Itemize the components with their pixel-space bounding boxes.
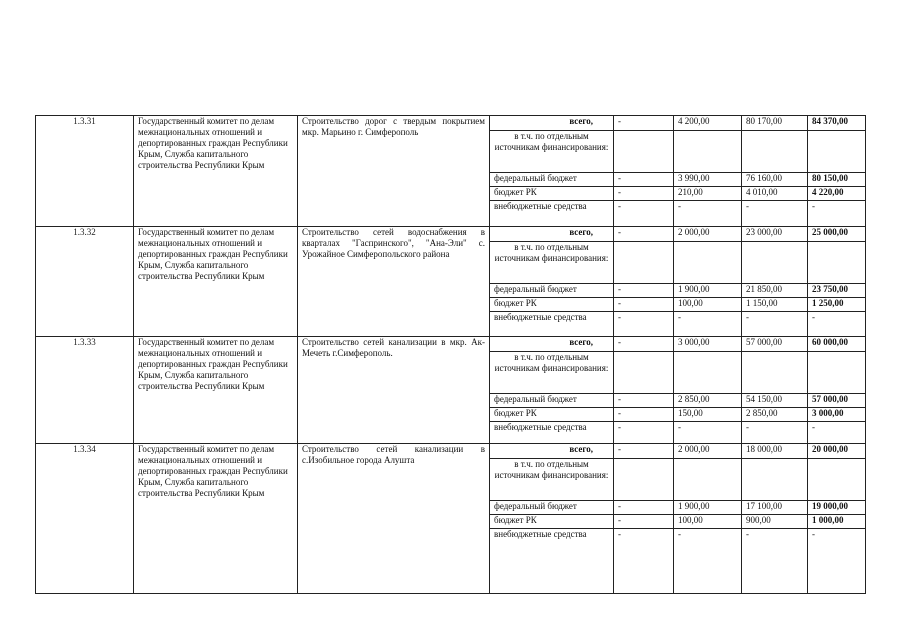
sum-cell: 57 000,00 (808, 394, 866, 408)
value-cell (808, 352, 866, 394)
value-cell: 1 900,00 (674, 501, 742, 515)
value-cell: 100,00 (674, 298, 742, 312)
source-label: в т.ч. по отдельным источникам финансирования: (490, 242, 614, 284)
value-cell: - (742, 529, 808, 594)
value-cell: 76 160,00 (742, 173, 808, 187)
project-cell: Строительство сетей канализации в с.Изобильное города Алушта (298, 444, 490, 594)
value-cell (614, 459, 674, 501)
source-label: бюджет РК (490, 408, 614, 422)
sum-cell: - (808, 312, 866, 337)
sum-cell: 80 150,00 (808, 173, 866, 187)
value-cell: - (614, 408, 674, 422)
value-cell: 17 100,00 (742, 501, 808, 515)
value-cell: 2 850,00 (674, 394, 742, 408)
table-row (36, 337, 866, 352)
value-cell (742, 131, 808, 173)
source-label: всего, (490, 444, 614, 459)
value-cell (742, 242, 808, 284)
value-cell: 4 010,00 (742, 187, 808, 201)
value-cell (742, 352, 808, 394)
source-label: всего, (490, 227, 614, 242)
source-label: бюджет РК (490, 515, 614, 529)
value-cell: - (614, 422, 674, 444)
value-cell (614, 242, 674, 284)
sum-cell: 1 250,00 (808, 298, 866, 312)
table-row (36, 444, 866, 459)
source-label: внебюджетные средства (490, 422, 614, 444)
value-cell: 2 000,00 (674, 444, 742, 459)
sum-cell: 23 750,00 (808, 284, 866, 298)
sum-cell: 3 000,00 (808, 408, 866, 422)
project-cell: Строительство дорог с твердым покрытием мкр. Марьино г. Симферополь (298, 116, 490, 227)
source-label: всего, (490, 337, 614, 352)
value-cell: - (614, 529, 674, 594)
source-label: внебюджетные средства (490, 201, 614, 227)
value-cell: 2 000,00 (674, 227, 742, 242)
source-label: бюджет РК (490, 298, 614, 312)
sum-cell: 25 000,00 (808, 227, 866, 242)
sum-cell: - (808, 422, 866, 444)
value-cell (808, 459, 866, 501)
item-number: 1.3.34 (36, 444, 134, 594)
source-label: в т.ч. по отдельным источникам финансирования: (490, 352, 614, 394)
value-cell: - (674, 201, 742, 227)
value-cell (674, 459, 742, 501)
organization-cell: Государственный комитет по делам межнациональных отношений и депортированных граждан Республики Крым, Служба капитального строительства Республики Крым (134, 337, 298, 444)
sum-cell: 19 000,00 (808, 501, 866, 515)
value-cell: - (614, 444, 674, 459)
source-label: всего, (490, 116, 614, 131)
value-cell: 1 900,00 (674, 284, 742, 298)
source-label: в т.ч. по отдельным источникам финансирования: (490, 459, 614, 501)
sum-cell: 60 000,00 (808, 337, 866, 352)
value-cell: 57 000,00 (742, 337, 808, 352)
organization-cell: Государственный комитет по делам межнациональных отношений и депортированных граждан Республики Крым, Служба капитального строительства Республики Крым (134, 116, 298, 227)
sum-cell: 1 000,00 (808, 515, 866, 529)
source-label: внебюджетные средства (490, 312, 614, 337)
sum-cell: 84 370,00 (808, 116, 866, 131)
value-cell: - (614, 337, 674, 352)
source-label: федеральный бюджет (490, 173, 614, 187)
value-cell: - (742, 422, 808, 444)
value-cell: - (614, 394, 674, 408)
value-cell: 2 850,00 (742, 408, 808, 422)
value-cell: - (614, 187, 674, 201)
value-cell: 100,00 (674, 515, 742, 529)
value-cell: - (674, 312, 742, 337)
value-cell: 18 000,00 (742, 444, 808, 459)
sum-cell: 20 000,00 (808, 444, 866, 459)
value-cell: 210,00 (674, 187, 742, 201)
value-cell: - (674, 529, 742, 594)
value-cell: - (614, 201, 674, 227)
value-cell: 150,00 (674, 408, 742, 422)
value-cell: 4 200,00 (674, 116, 742, 131)
value-cell: - (742, 201, 808, 227)
financing-table (35, 115, 866, 594)
project-cell: Строительство сетей канализации в мкр. Ак-Мечеть г.Симферополь. (298, 337, 490, 444)
value-cell: - (742, 312, 808, 337)
value-cell (674, 352, 742, 394)
source-label: федеральный бюджет (490, 284, 614, 298)
item-number: 1.3.32 (36, 227, 134, 337)
value-cell: 21 850,00 (742, 284, 808, 298)
organization-cell: Государственный комитет по делам межнациональных отношений и депортированных граждан Республики Крым, Служба капитального строительства Республики Крым (134, 227, 298, 337)
value-cell: 3 990,00 (674, 173, 742, 187)
value-cell: 80 170,00 (742, 116, 808, 131)
value-cell: 23 000,00 (742, 227, 808, 242)
value-cell: 54 150,00 (742, 394, 808, 408)
value-cell: 3 000,00 (674, 337, 742, 352)
value-cell (808, 242, 866, 284)
value-cell (674, 242, 742, 284)
value-cell (674, 131, 742, 173)
organization-cell: Государственный комитет по делам межнациональных отношений и депортированных граждан Республики Крым, Служба капитального строительства Республики Крым (134, 444, 298, 594)
value-cell: - (614, 116, 674, 131)
value-cell: 900,00 (742, 515, 808, 529)
value-cell: - (614, 501, 674, 515)
source-label: внебюджетные средства (490, 529, 614, 594)
value-cell: 1 150,00 (742, 298, 808, 312)
value-cell (614, 352, 674, 394)
value-cell: - (674, 422, 742, 444)
value-cell: - (614, 284, 674, 298)
table-row (36, 116, 866, 131)
value-cell: - (614, 298, 674, 312)
source-label: федеральный бюджет (490, 394, 614, 408)
value-cell: - (614, 173, 674, 187)
source-label: бюджет РК (490, 187, 614, 201)
sum-cell: - (808, 201, 866, 227)
value-cell: - (614, 312, 674, 337)
source-label: в т.ч. по отдельным источникам финансирования: (490, 131, 614, 173)
table-row (36, 227, 866, 242)
item-number: 1.3.31 (36, 116, 134, 227)
sum-cell: 4 220,00 (808, 187, 866, 201)
item-number: 1.3.33 (36, 337, 134, 444)
value-cell: - (614, 227, 674, 242)
source-label: федеральный бюджет (490, 501, 614, 515)
value-cell (742, 459, 808, 501)
value-cell (614, 131, 674, 173)
value-cell: - (614, 515, 674, 529)
project-cell: Строительство сетей водоснабжения в кварталах "Гаспринского", "Ана-Эли" с. Урожайное Симферопольского района (298, 227, 490, 337)
sum-cell: - (808, 529, 866, 594)
value-cell (808, 131, 866, 173)
